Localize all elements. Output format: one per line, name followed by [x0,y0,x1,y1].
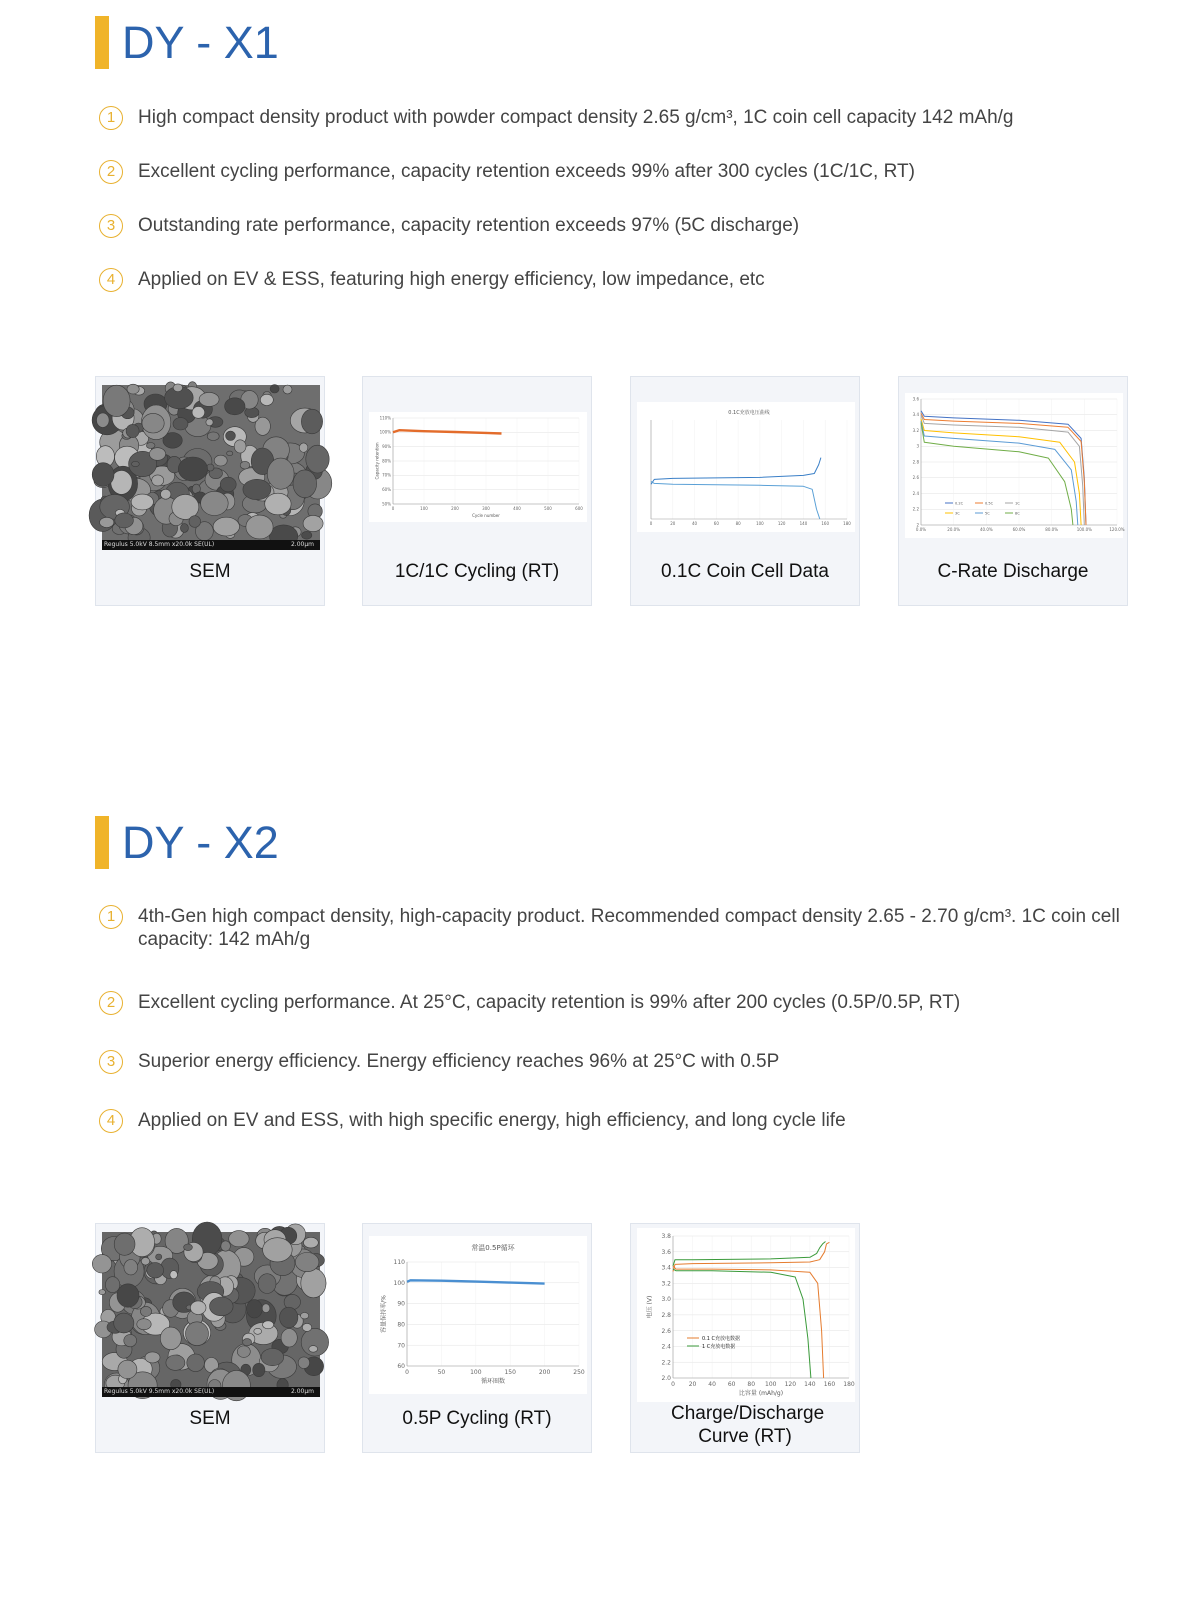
sem-particle [270,385,279,393]
sem-particle [97,413,110,428]
sem-particle [145,1352,160,1363]
title-accent-bar [95,816,109,869]
sem-particle [247,1300,263,1318]
sem-particle [132,461,140,466]
x-tick-label: 200 [538,1369,551,1376]
y-tick-label: 3.6 [661,1248,671,1256]
sem-particle [240,461,250,469]
x-tick-label: 100 [765,1381,777,1388]
sem-particle [301,1313,309,1319]
y-tick-label: 3.0 [661,1296,671,1304]
x-tick-label: 40 [692,521,698,526]
x-tick-label: 500 [544,506,552,511]
x-tick-label: 40.0% [979,527,993,532]
sem-particle [166,1355,185,1370]
cycling-chart [369,1236,587,1394]
sem-particle [304,1237,319,1248]
feature-text: Outstanding rate performance, capacity retention exceeds 97% (5C discharge) [138,215,800,236]
sem-particle [267,458,294,489]
y-tick-label: 2.6 [912,475,919,481]
legend-label: 0.2C [955,501,964,506]
sem-particle [301,1268,326,1297]
y-tick-label: 2 [916,522,919,528]
y-tick-label: 100 [393,1279,405,1287]
sem-particle [309,1346,318,1353]
sem-particle [220,477,236,492]
sem-particle [178,457,207,481]
y-tick-label: 3.2 [661,1280,671,1288]
sem-particle [206,419,213,426]
sem-scale-label: 2.00μm [290,1388,314,1395]
feature-item [99,991,1149,1015]
y-tick-label: 2.2 [661,1359,671,1367]
x-tick-label: 100 [420,506,428,511]
sem-particle [234,440,246,453]
legend-label: 1C [1015,501,1020,506]
sem-particle [92,1255,111,1273]
sem-particle [260,394,273,405]
card-caption: Charge/Discharge Curve (RT) [671,1403,825,1447]
feature-item [99,1109,1149,1133]
charge-discharge-chart-svg [637,1228,855,1402]
sem-particle [301,409,322,434]
x-tick-label: 180 [843,1381,855,1388]
feature-item [99,905,1149,951]
feature-number: 4 [99,1109,123,1133]
cycling-chart-svg [369,1236,587,1394]
card-caption: 0.1C Coin Cell Data [661,561,829,582]
feature-number: 2 [99,991,123,1015]
y-tick-label: 2.4 [661,1343,671,1351]
x-tick-label: 160 [821,521,830,526]
feature-item [99,214,1149,238]
x-tick-label: 120 [777,521,786,526]
sem-particle [105,1277,119,1293]
x-tick-label: 250 [573,1369,585,1376]
feature-number: 1 [99,106,123,130]
coin-cell-chart [637,402,855,532]
feature-number: 1 [99,905,123,929]
y-tick-label: 90 [397,1300,405,1308]
card-cycling[interactable] [362,376,592,606]
sem-particle [265,493,291,515]
sem-particle [156,1254,162,1260]
sem-particle [161,489,171,499]
x-tick-label: 200 [451,506,459,511]
sem-particle [147,1263,164,1278]
sem-particle [283,385,292,394]
y-tick-label: 3.2 [912,427,919,433]
series-line [921,411,1086,525]
y-tick-label: 3.4 [912,412,919,418]
sem-particle [253,1363,265,1376]
sem-particle [124,1334,137,1346]
card-sem[interactable] [95,1223,325,1453]
y-tick-label: 3.6 [912,396,919,402]
sem-particle [299,443,307,452]
sem-particle [127,384,139,394]
sem-particle [115,513,134,528]
sem-particle [225,398,245,415]
chart-title: 常温0.5P循环 [471,1244,515,1252]
sem-particle [186,1322,209,1346]
legend-label: 1 C充放电数据 [702,1344,736,1350]
y-tick-label: 60 [397,1363,405,1371]
sem-particle [92,463,114,487]
sem-particle [263,1238,293,1262]
sem-particle [221,1241,231,1251]
feature-item [99,160,1149,184]
x-tick-label: 120.0% [1109,527,1125,532]
y-tick-label: 2.8 [661,1311,671,1319]
legend-label: 0.5C [985,501,994,506]
sem-particle [184,1244,193,1251]
sem-particle [114,1313,134,1333]
sem-particle [100,517,114,527]
sem-particle [173,384,182,392]
x-tick-label: 160 [823,1381,836,1388]
y-tick-label: 3 [916,443,919,449]
sem-particle [254,1328,262,1334]
card-c-rate[interactable] [898,376,1128,606]
feature-text: Excellent cycling performance. At 25°C, capacity retention is 99% after 200 cycles (0.5P/0.5P, RT) [138,992,961,1013]
sem-scale-label: 2.00μm [290,541,314,548]
sem-particle [192,407,205,419]
x-tick-label: 100.0% [1076,527,1092,532]
charge-discharge-chart [637,1228,855,1402]
y-axis-label: Capacity retention [374,442,380,480]
x-axis-label: 循环圈数 [480,1378,506,1385]
sem-particle [131,494,153,510]
x-axis-label: Cycle number [472,513,500,518]
sem-particle [137,1319,151,1330]
card-coin-cell[interactable] [630,376,860,606]
y-tick-label: 2.2 [912,506,919,512]
sem-particle [303,515,323,531]
sem-particle [214,455,227,466]
legend-label: 0.1 C充放电数据 [702,1336,741,1342]
x-tick-label: 140 [804,1381,816,1388]
legend-label: 3C [955,511,960,516]
sem-particle [302,1323,311,1331]
x-tick-label: 60 [713,521,719,526]
card-sem[interactable] [95,376,325,606]
title-accent-bar [95,16,109,69]
x-tick-label: 300 [482,506,490,511]
legend-label: 5C [985,511,990,516]
x-tick-label: 140 [799,521,808,526]
x-tick-label: 0 [649,521,653,526]
card-cycling[interactable] [362,1223,592,1453]
series-line [673,1266,824,1378]
sem-particle [246,515,273,539]
x-tick-label: 120 [784,1381,797,1388]
y-tick-label: 70% [382,472,391,478]
card-caption: C-Rate Discharge [937,561,1089,582]
x-tick-label: 600 [575,506,583,511]
feature-text: Excellent cycling performance, capacity retention exceeds 99% after 300 cycles (1C/1C, RT) [138,161,915,182]
c-rate-chart-svg [905,393,1123,538]
sem-info-label: Regulus 5.0kV 9.5mm x20.0k SE(UL) [104,1388,215,1395]
card-caption: SEM [189,1408,231,1429]
y-tick-label: 2.0 [661,1375,671,1383]
sem-particle [210,1297,234,1316]
sem-image [102,385,320,550]
coin-cell-chart-svg [637,402,855,532]
x-axis-label: 比容量 (mAh/g) [738,1390,784,1397]
sem-particle [126,424,139,437]
sem-info-label: Regulus 5.0kV 8.5mm x20.0k SE(UL) [104,541,215,548]
y-tick-label: 60% [382,487,391,493]
x-tick-label: 60.0% [1012,527,1026,532]
card-caption: 0.5P Cycling (RT) [402,1408,552,1429]
sem-particle [237,1346,250,1358]
sem-particle [258,1274,276,1294]
sem-particle [298,1357,309,1369]
feature-item [99,268,1149,292]
y-tick-label: 3.4 [661,1264,671,1272]
y-tick-label: 110 [393,1259,405,1267]
sem-particle [243,479,271,499]
y-tick-label: 110% [379,415,391,421]
sem-particle [302,531,312,539]
sem-particle [173,418,188,430]
sem-particle [263,1321,274,1329]
sem-particle [180,524,188,533]
x-tick-label: 20.0% [947,527,961,532]
y-tick-label: 2.4 [912,490,919,496]
chart-title: 0.1C充放电压曲线 [728,410,770,416]
sem-particle [262,1304,270,1313]
series-line [921,413,1086,525]
feature-number: 3 [99,214,123,238]
sem-particle [281,1329,297,1347]
x-tick-label: 80 [747,1381,756,1388]
section-title: DY - X1 [122,17,279,68]
x-tick-label: 180 [843,521,851,526]
sem-particle [142,413,164,433]
x-tick-label: 20 [688,1381,697,1388]
sem-particle [213,517,239,536]
sem-particle [146,443,155,449]
y-tick-label: 80 [397,1321,405,1329]
feature-text: Applied on EV and ESS, with high specific energy, high efficiency, and long cycle life [138,1110,846,1131]
x-tick-label: 100 [470,1369,482,1376]
card-caption: SEM [189,561,231,582]
sem-particle [189,516,201,528]
series-line [651,458,821,485]
card-charge-discharge[interactable] [630,1223,860,1453]
sem-particle [261,1349,284,1366]
x-tick-label: 0 [405,1369,409,1376]
x-tick-label: 150 [504,1369,516,1376]
sem-particle [199,392,219,406]
feature-number: 4 [99,268,123,292]
y-tick-label: 50% [382,501,391,507]
sem-particle [229,1231,249,1247]
sem-particle [190,1301,206,1315]
sem-micrograph [102,385,320,550]
c-rate-chart [905,393,1123,538]
cycling-chart [369,412,587,522]
y-tick-label: 2.6 [661,1327,671,1335]
feature-text: High compact density product with powder compact density 2.65 g/cm³, 1C coin cell capacity 142 mAh/g [138,107,1014,128]
y-tick-label: 80% [382,458,391,464]
sem-particle [103,385,130,416]
x-tick-label: 20 [670,521,676,526]
sem-micrograph [102,1232,320,1397]
cycling-chart-svg [369,412,587,522]
x-tick-label: 80 [735,521,741,526]
legend-label: 8C [1015,511,1020,516]
sem-particle [227,451,233,456]
sem-particle [99,1290,106,1295]
sem-particle [226,431,236,440]
series-line [651,481,820,519]
sem-particle [243,1339,252,1346]
sem-particle [124,1260,138,1275]
x-tick-label: 100 [756,521,764,526]
card-caption: 1C/1C Cycling (RT) [394,561,560,582]
y-tick-label: 3.8 [661,1233,671,1241]
sem-particle [187,1354,205,1372]
y-tick-label: 90% [382,444,391,450]
x-tick-label: 0 [671,1381,675,1388]
y-axis-label: 电压 (V) [646,1295,654,1319]
x-tick-label: 400 [513,506,521,511]
sem-particle [207,432,219,441]
x-tick-label: 0.0% [915,527,927,532]
feature-text: 4th-Gen high compact density, high-capacity product. Recommended compact density 2.65 - 2.70 g/cm³. 1C coin cell capacity: 142 mAh/g [138,906,1120,950]
y-tick-label: 2.8 [912,459,919,465]
x-tick-label: 0 [391,506,395,511]
sem-particle [160,1327,181,1350]
feature-number: 2 [99,160,123,184]
sem-particle [149,448,165,461]
y-axis-label: 容量保持率/% [380,1295,388,1333]
section-title: DY - X2 [122,817,279,868]
sem-particle [170,1271,178,1279]
feature-number: 3 [99,1050,123,1074]
sem-particle [152,475,164,486]
x-tick-label: 40 [708,1381,716,1388]
sem-image [102,1232,320,1397]
x-tick-label: 50 [437,1369,446,1376]
series-line [393,430,502,433]
y-tick-label: 70 [397,1342,405,1350]
x-tick-label: 80.0% [1045,527,1059,532]
sem-particle [117,1284,139,1307]
feature-item [99,1050,1149,1074]
sem-particle [201,491,229,515]
y-tick-label: 100% [379,429,391,435]
sem-particle [306,445,329,473]
sem-particle [141,1257,149,1265]
sem-particle [280,1307,298,1328]
feature-item [99,106,1149,130]
sem-particle [295,1253,319,1272]
sem-particle [293,470,317,498]
feature-text: Superior energy efficiency. Energy efficiency reaches 96% at 25°C with 0.5P [138,1051,780,1072]
series-line [921,415,1084,525]
feature-text: Applied on EV & ESS, featuring high energy efficiency, low impedance, etc [138,269,765,290]
sem-particle [114,1233,135,1255]
sem-particle [118,1360,137,1378]
sem-particle [140,1306,151,1316]
x-tick-label: 60 [727,1381,736,1388]
